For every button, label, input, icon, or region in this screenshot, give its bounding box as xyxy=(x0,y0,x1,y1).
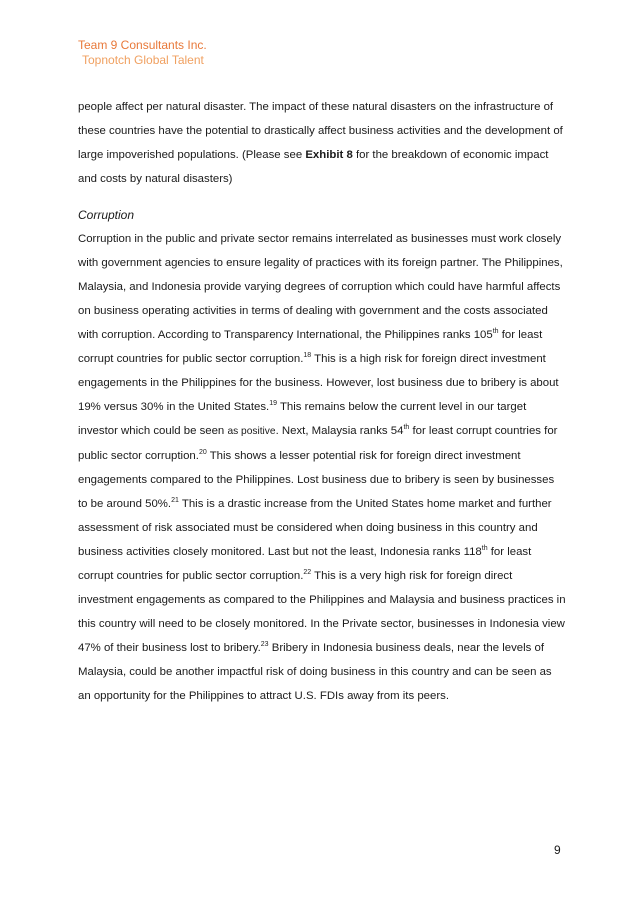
page-header xyxy=(78,38,207,68)
paragraph-text: This is a high risk for foreign direct investment engagements in the Philippines for the business. However, lost business due to bribery is about 19% versus 30% in the United States. xyxy=(78,353,559,413)
paragraph-text: for least corrupt countries for public sector corruption. xyxy=(78,425,558,462)
paragraph-text: Corruption in the public and private sector remains interrelated as businesses must work closely with government agencies to ensure legality of practices with its foreign partner. The Philippines, Malaysia, and Indonesia provide varying degrees of corruption which could have harmful affects on business operating activities in terms of dealing with government and the costs associated with corruption. According to Transparency International, the Philippines ranks 105 xyxy=(78,233,563,341)
footnote-ref-20: 20 xyxy=(198,449,207,457)
paragraph-text: Bribery in Indonesia business deals, near the levels of Malaysia, could be another impactful risk of doing business in this country and can be seen as an opportunity for the Philippines to attract U.S. FDIs away from its peers. xyxy=(78,642,552,702)
footnote-ref-23: 23 xyxy=(260,641,269,649)
ordinal-suffix: th xyxy=(403,424,410,432)
company-name: Team 9 Consultants Inc. xyxy=(78,38,207,52)
page-number: 9 xyxy=(554,843,561,857)
section-heading-corruption: Corruption xyxy=(78,208,135,222)
paragraph-text: people affect per natural disaster. The impact of these natural disasters on the infrastructure of these countries have the potential to drastically affect business activities and the development of large impoverished populations. (Please see xyxy=(78,101,563,161)
paragraph-text: . Next, Malaysia ranks 54 xyxy=(275,425,404,437)
paragraph-corruption xyxy=(78,227,566,708)
footnote-ref-19: 19 xyxy=(269,400,278,408)
paragraph-text: for least corrupt countries for public sector corruption. xyxy=(78,329,543,365)
paragraph-natural-disasters xyxy=(78,95,566,191)
paragraph-text: This is a drastic increase from the United States home market and further assessment of risk associated must be considered when doing business in this country and business activities closely monitored. Last but not the least, Indonesia ranks 118 xyxy=(78,498,552,558)
footnote-ref-22: 22 xyxy=(303,569,312,577)
footnote-ref-18: 18 xyxy=(303,352,312,360)
company-tagline: Topnotch Global Talent xyxy=(82,53,204,67)
paragraph-text: This is a very high risk for foreign direct investment engagements as compared to the Philippines and Malaysia and business practices in this country will need to be closely monitored. In the Private sector, businesses in Indonesia view 47% of their business lost to bribery. xyxy=(78,570,566,654)
document-body xyxy=(78,95,566,708)
paragraph-text: This remains below the current level in our target investor which could be seen xyxy=(78,401,527,437)
paragraph-text: for the breakdown of economic impact and costs by natural disasters) xyxy=(78,149,549,185)
footnote-ref-21: 21 xyxy=(171,497,179,505)
paragraph-text-small: as positive xyxy=(227,426,276,437)
ordinal-suffix: th xyxy=(481,545,488,553)
exhibit-reference: Exhibit 8 xyxy=(305,149,353,161)
paragraph-text: for least corrupt countries for public sector corruption. xyxy=(78,546,532,582)
paragraph-text: This shows a lesser potential risk for foreign direct investment engagements compared to the Philippines. Lost business due to bribery is seen by businesses to be around 50%. xyxy=(78,450,555,510)
ordinal-suffix: th xyxy=(492,328,499,336)
